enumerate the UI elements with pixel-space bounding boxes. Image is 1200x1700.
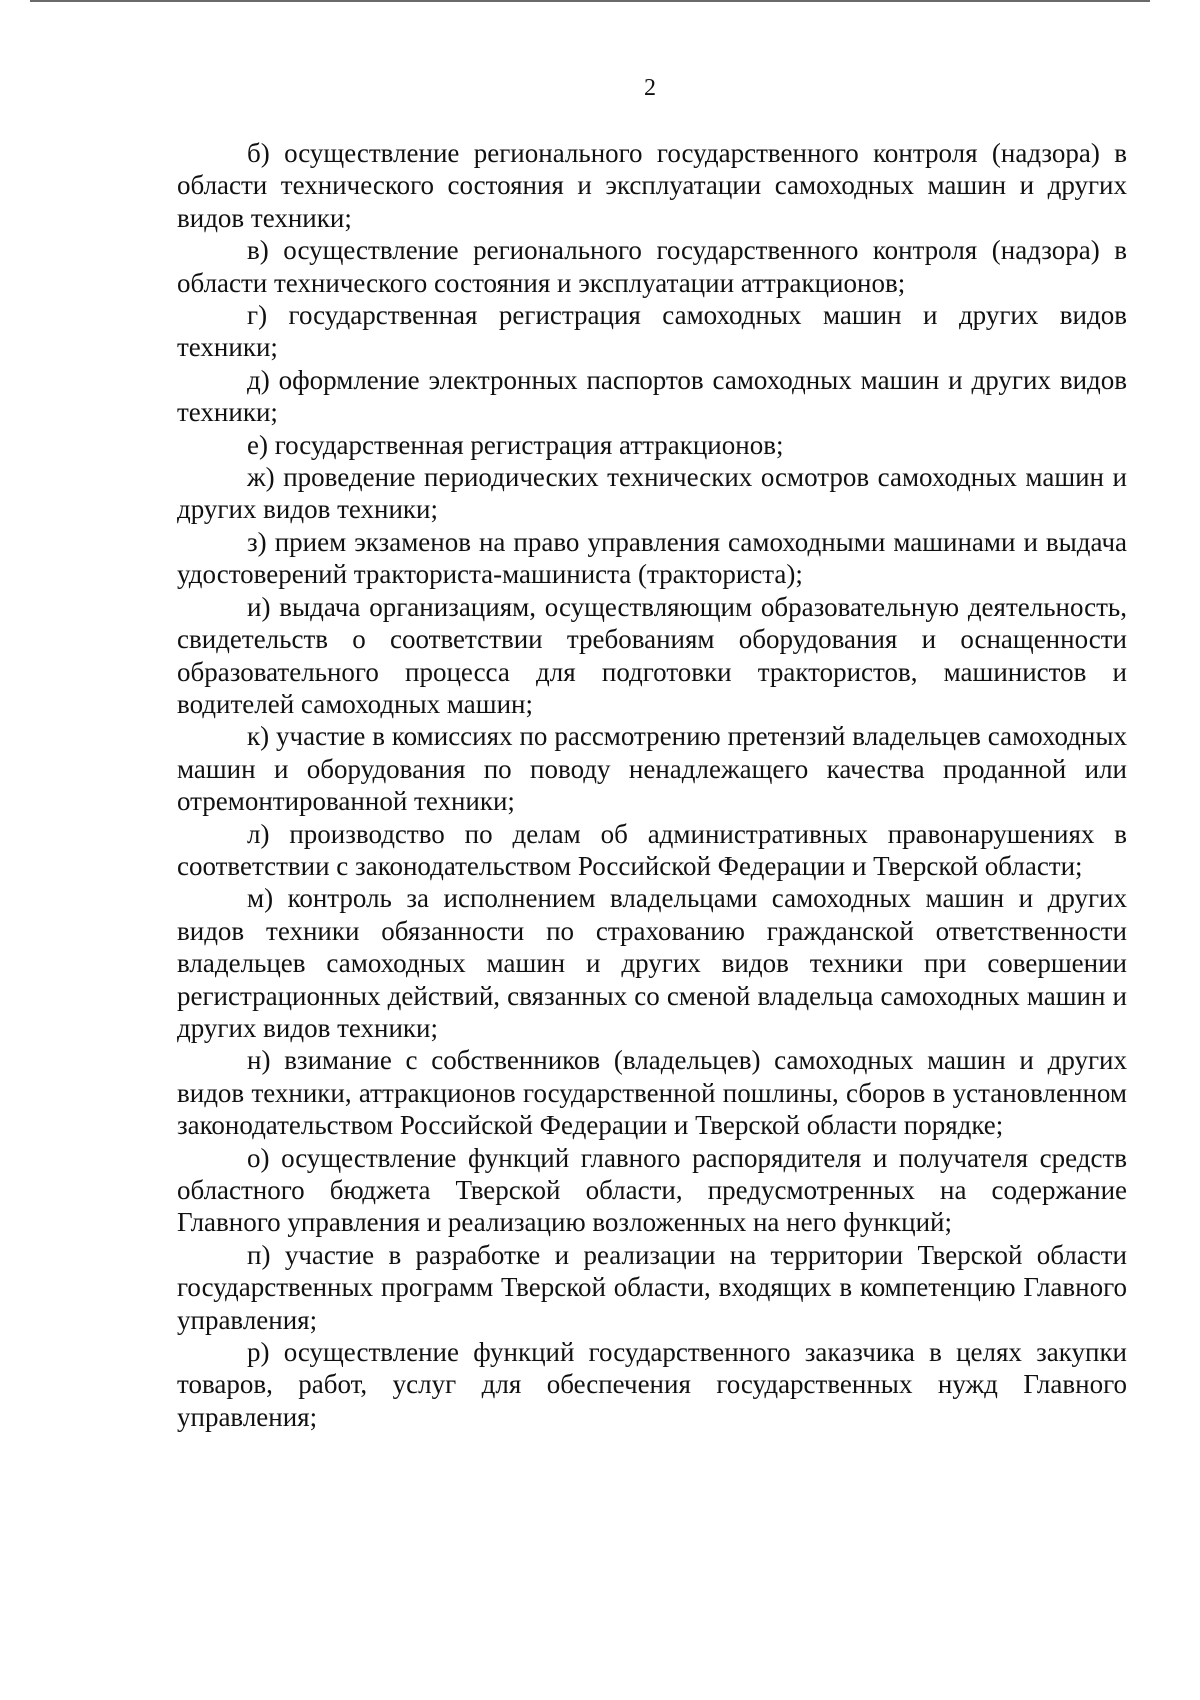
list-item-v bbox=[177, 234, 1127, 299]
page-number: 2 bbox=[644, 75, 656, 101]
list-item-d bbox=[177, 364, 1127, 429]
item-text: участие в комиссиях по рассмотрению претензий владельцев самоходных машин и оборудования по поводу ненадлежащего качества проданной или отремонтированной техники; bbox=[177, 721, 1128, 817]
item-letter: ж) bbox=[247, 462, 275, 493]
item-letter: в) bbox=[247, 235, 269, 266]
item-text: прием экзаменов на право управления самоходными машинами и выдача удостоверений тракториста-машиниста (тракториста); bbox=[177, 526, 1128, 590]
item-letter: к) bbox=[247, 721, 270, 752]
list-item-g bbox=[177, 299, 1127, 364]
item-text: взимание с собственников (владельцев) самоходных машин и других видов техники, аттракционов государственной пошлины, сборов в установленном законодательством Российской Федерации и Тверской области порядке; bbox=[177, 1045, 1128, 1141]
item-text: осуществление функций главного распорядителя и получателя средств областного бюджета Тверской области, предусмотренных на содержание Главного управления и реализацию возложенных на него функций; bbox=[177, 1142, 1127, 1238]
item-text: осуществление регионального государственного контроля (надзора) в области технического состояния и эксплуатации самоходных машин и других видов техники; bbox=[177, 138, 1128, 233]
item-text: проведение периодических технических осмотров самоходных машин и других видов техники; bbox=[177, 462, 1128, 525]
scan-top-border bbox=[30, 0, 1150, 2]
item-letter: л) bbox=[247, 818, 270, 849]
list-item-n bbox=[177, 1044, 1127, 1141]
list-item-z bbox=[177, 526, 1127, 591]
item-text: государственная регистрация аттракционов; bbox=[274, 429, 784, 460]
item-text: осуществление функций государственного заказчика в целях закупки товаров, работ, услуг для обеспечения государственных нужд Главного управления; bbox=[177, 1337, 1128, 1432]
item-letter: о) bbox=[247, 1142, 270, 1173]
list-item-m bbox=[177, 882, 1127, 1044]
list-item-l bbox=[177, 818, 1127, 883]
list-item-k bbox=[177, 720, 1127, 817]
item-letter: е) bbox=[247, 429, 268, 460]
list-item-r bbox=[177, 1336, 1127, 1433]
item-text: оформление электронных паспортов самоходных машин и других видов техники; bbox=[177, 364, 1128, 428]
list-item-p bbox=[177, 1239, 1127, 1336]
item-text: производство по делам об административных правонарушениях в соответствии с законодательством Российской Федерации и Тверской области; bbox=[177, 818, 1127, 881]
item-letter: д) bbox=[247, 364, 270, 395]
list-item-i bbox=[177, 591, 1127, 721]
item-letter: н) bbox=[247, 1045, 271, 1076]
item-letter: и) bbox=[247, 591, 271, 622]
list-item-zh bbox=[177, 461, 1127, 526]
item-text: участие в разработке и реализации на территории Тверской области государственных программ Тверской области, входящих в компетенцию Главного управления; bbox=[177, 1239, 1127, 1335]
item-text: контроль за исполнением владельцами самоходных машин и других видов техники обязанности по страхованию гражданской ответственности владельцев самоходных машин и других видов техники при совершении регистрационных действий, связанных со сменой владельца самоходных машин и других видов техники; bbox=[177, 883, 1127, 1043]
item-letter: р) bbox=[247, 1337, 270, 1368]
item-letter: м) bbox=[247, 883, 274, 914]
item-letter: з) bbox=[247, 526, 267, 557]
item-letter: б) bbox=[247, 138, 270, 168]
list-item-b bbox=[177, 137, 1127, 234]
item-text: осуществление регионального государственного контроля (надзора) в области технического состояния и эксплуатации аттракционов; bbox=[177, 235, 1128, 298]
item-letter: г) bbox=[247, 300, 268, 331]
document-body bbox=[177, 137, 1127, 1433]
list-item-e bbox=[177, 429, 1127, 461]
item-letter: п) bbox=[247, 1239, 271, 1270]
item-text: выдача организациям, осуществляющим образовательную деятельность, свидетельств о соответствии требованиям оборудования и оснащенности образовательного процесса для подготовки трактористов, машинистов и водителей самоходных машин; bbox=[177, 591, 1127, 719]
item-text: государственная регистрация самоходных машин и других видов техники; bbox=[177, 300, 1127, 363]
list-item-o bbox=[177, 1142, 1127, 1239]
